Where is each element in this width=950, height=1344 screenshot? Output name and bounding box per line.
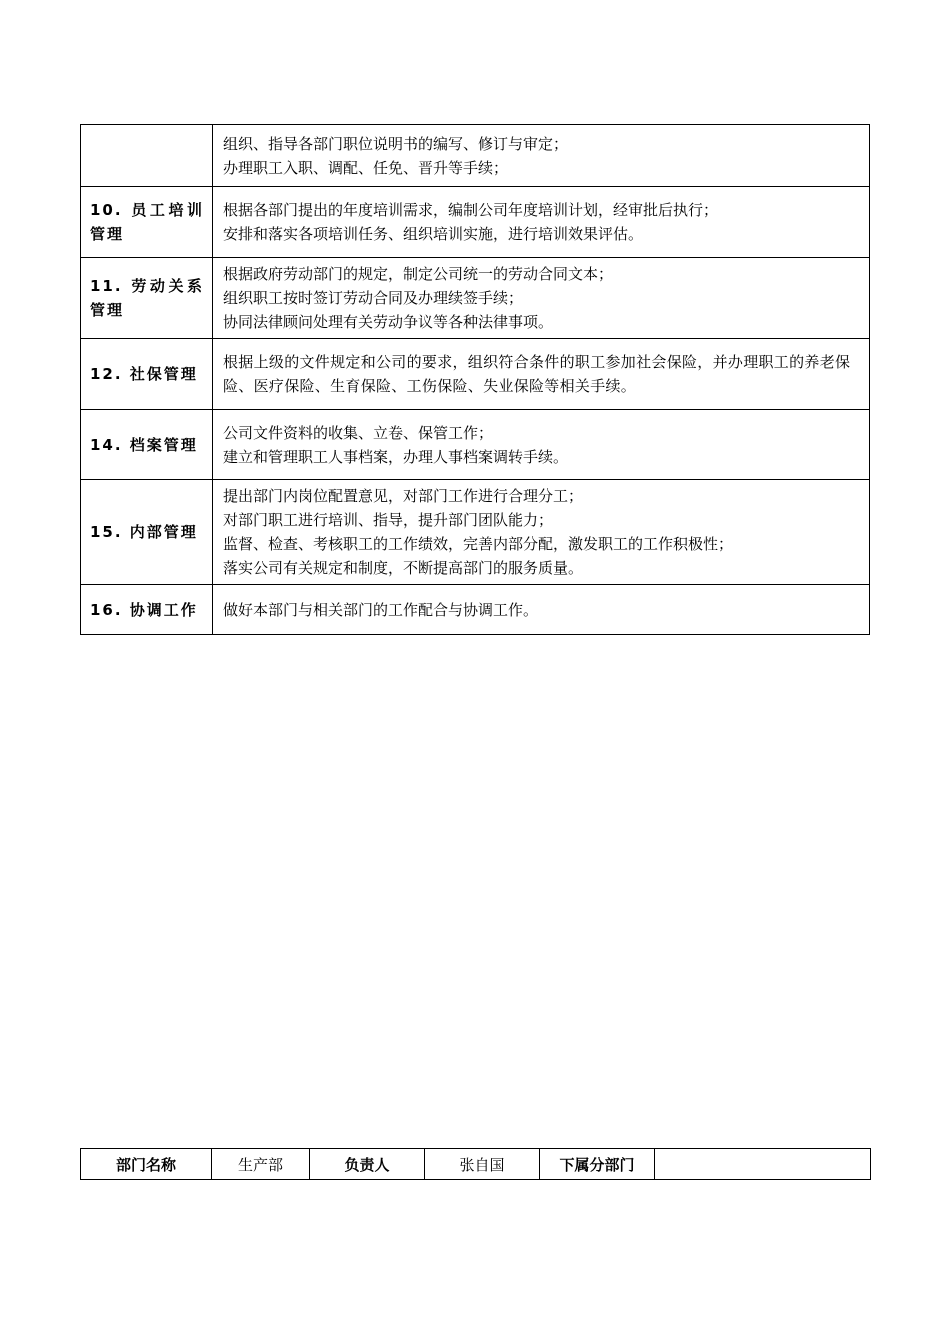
duty-description (213, 339, 870, 410)
duty-line: 安排和落实各项培训任务、组织培训实施，进行培训效果评估。 (223, 225, 644, 243)
duty-line: 落实公司有关规定和制度，不断提高部门的服务质量。 (223, 559, 584, 577)
duty-line: 根据上级的文件规定和公司的要求，组织符合条件的职工参加社会保险，并办理职工的养老保险、医疗保险、生育保险、工伤保险、失业保险等相关手续。 (223, 353, 851, 395)
department-name-label: 部门名称 (81, 1149, 212, 1180)
duty-category: 10. 员工培训管理 (81, 187, 213, 258)
duty-line: 协同法律顾问处理有关劳动争议等各种法律事项。 (223, 313, 554, 331)
duty-line: 公司文件资料的收集、立卷、保管工作； (223, 423, 494, 442)
duty-line: 根据政府劳动部门的规定，制定公司统一的劳动合同文本； (223, 265, 614, 283)
duty-row (81, 258, 870, 339)
duty-line: 建立和管理职工人事档案，办理人事档案调转手续。 (223, 447, 569, 466)
duty-line: 提出部门内岗位配置意见，对部门工作进行合理分工； (223, 487, 584, 505)
duty-description (213, 410, 870, 480)
department-info-row (81, 1149, 871, 1180)
duty-category: 14. 档案管理 (81, 410, 213, 480)
duty-row (81, 585, 870, 635)
sub-departments-value (655, 1149, 871, 1180)
duty-description (213, 585, 870, 635)
department-head-value: 张自国 (425, 1149, 540, 1180)
duty-category (81, 125, 213, 187)
duty-row (81, 410, 870, 480)
sub-departments-label: 下属分部门 (540, 1149, 655, 1180)
duty-row (81, 187, 870, 258)
duty-category: 12. 社保管理 (81, 339, 213, 410)
duty-row (81, 339, 870, 410)
duty-line: 对部门职工进行培训、指导，提升部门团队能力； (223, 511, 554, 529)
duty-line: 组织职工按时签订劳动合同及办理续签手续； (223, 289, 524, 307)
duty-line: 做好本部门与相关部门的工作配合与协调工作。 (223, 600, 539, 619)
duty-description (213, 480, 870, 585)
duty-line: 办理职工入职、调配、任免、晋升等手续； (223, 158, 509, 177)
duty-row (81, 480, 870, 585)
duty-table (80, 124, 870, 635)
duty-line: 根据各部门提出的年度培训需求，编制公司年度培训计划，经审批后执行； (223, 201, 719, 219)
duty-category: 15. 内部管理 (81, 480, 213, 585)
duty-line: 监督、检查、考核职工的工作绩效，完善内部分配，激发职工的工作积极性； (223, 535, 734, 553)
department-head-label: 负责人 (310, 1149, 425, 1180)
duty-line: 组织、指导各部门职位说明书的编写、修订与审定； (223, 134, 569, 153)
duty-category: 11. 劳动关系管理 (81, 258, 213, 339)
department-name-value: 生产部 (212, 1149, 310, 1180)
duty-description (213, 187, 870, 258)
duty-description (213, 125, 870, 187)
duty-row (81, 125, 870, 187)
department-info-table (80, 1148, 871, 1180)
duty-category: 16. 协调工作 (81, 585, 213, 635)
duty-description (213, 258, 870, 339)
